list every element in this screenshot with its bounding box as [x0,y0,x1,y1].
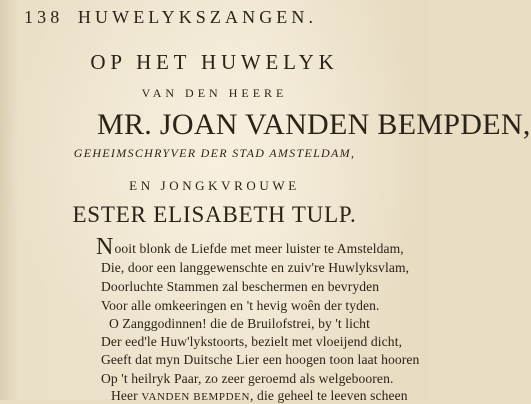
verse-line-1-text: ooit blonk de Liefde met meer luister te Amsteldam, [114,241,404,256]
verse-line-1 [96,234,404,260]
verse-line-9-start: Heer [111,388,142,403]
page-number: 138 [24,7,64,27]
verse-line-9 [111,388,408,404]
poem-title-line-3: MR. JOAN VANDEN BEMPDEN, [97,108,531,141]
verse-line-9-name: VANDEN BEMPDEN [141,391,251,403]
verse-line-3: Doorluchte Stammen zal beschermen en bevryden [101,279,380,294]
poem-title-line-2: VAN DEN HEERE [141,86,288,100]
poem-title-line-1: OP HET HUWELYK [90,50,339,74]
poem-title-line-4: GEHEIMSCHRYVER DER STAD AMSTELDAM, [73,146,356,160]
verse-line-7: Geeft dat myn Duitsche Lier een hoogen toon laat hooren [101,352,420,367]
verse-line-6: Der eed'le Huw'lykstoorts, bezielt met vloeijend dicht, [101,334,403,349]
verse-line-4: Voor alle omkeeringen en 't hevig woên der tyden. [101,298,380,313]
verse-line-5: O Zanggodinnen! die de Bruilofstrei, by 't licht [109,316,370,331]
running-title: HUWELYKSZANGEN. [77,7,318,27]
verse-line-9-end: , die geheel te leeven scheen [250,388,408,403]
initial-letter: N [96,234,114,260]
poem-title-line-5: EN JONGKVROUWE [129,178,300,193]
verse-line-8: Op 't heilryk Paar, zo zeer geroemd als welgebooren. [101,371,394,386]
verse-line-2: Die, door een langgewenschte en zuiv're Huwlyksvlam, [101,260,410,275]
running-head [24,7,317,28]
poem-title-line-6: ESTER ELISABETH TULP. [72,202,357,227]
